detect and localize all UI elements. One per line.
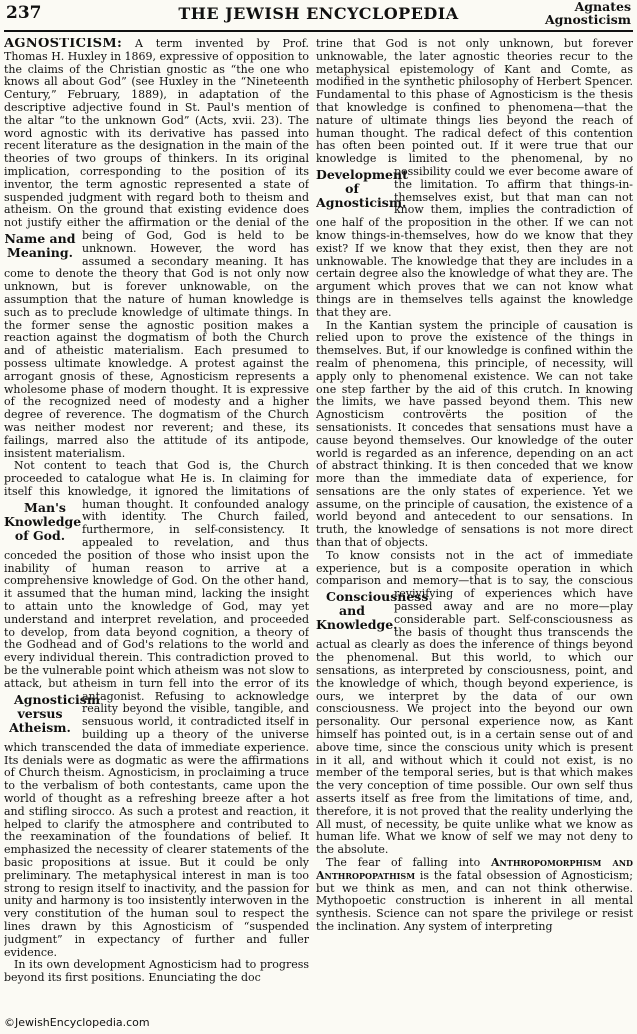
headword: AGNOSTICISM:	[4, 38, 123, 51]
paragraph: In the Kantian system the principle of causation is relied upon to prove the existence of the things in themselves. But, if our knowledge is confined within the realm of phenomena, this principle, of necessity, will apply only to phenomenal existence. We can not take one step farther by the aid of this crutch. In knowing the limits, we have passed beyond them. This new Agnosticism controvërts the position of the sensationists. It concedes that sensations must have a cause beyond themselves. Our knowledge of the outer world is regarded as an inference, depending on an act of abstract thinking. It is then conceded that we know more than the immediate data of experience, for sensations are the only states of experience. Yet we assume, on the principle of causation, the existence of a world beyond and antecedent to our sensations. In truth, the knowledge of sensations is not more direct than that of objects.	[316, 318, 633, 550]
text-run: is the fatal obsession of Agnosticism; but we think as men, and can not think otherwise. Mythopoetic construction is inherent in all mental synthesis. Science can not spare the privilege or resist the inclination. Any system of interpreting	[316, 868, 633, 933]
text-run: trine that God is not only unknown, but forever unknowable, the later agnostic theories recur to the metaphysical epistemology of Kant and Comte, as modified in the synthetic philosophy of Herbert Spencer. Fundamental to this phase of Agnosticism is the thesis that knowledge is confined to phenomena—that the nature of ultimate things lies beyond the reach of human thought. The radical defect of this contention has often been pointed out. If it were true that our knowledge is limited to the phenomenal, by no possibility could we ever	[316, 38, 633, 178]
running-head-last: Agnosticism	[544, 12, 631, 27]
text-run: become aware of the limitation. To affirm that things-in-themselves exist, but that man can not know them, implies the contradiction of one half of the proposition in the other. If we can not know things-in-themselves, how do we know that they exist? If we know that they exist, then they are not unknowable. The knowledge that they are includes in a certain degree also the knowledge of what they are. The argument which proves that we can not know what things are in themselves tells against the knowledge that they are.	[316, 164, 633, 319]
paragraph	[4, 38, 309, 460]
running-head	[545, 0, 631, 26]
text-run: revivifying of experiences which have passed away and are no more—play considerable part. Self-consciousness as the basis of thought thus transcends the actual as clearly as does the inference of things beyond the phenomenal. But this world, to which our sensations, as interpreted by consciousness, point, and the knowledge of which, though beyond experience, is ours, we interpret by the data of our own consciousness. We project into the beyond our own personality. Our personal experience now, as Kant himself has pointed out, is in a certain sense out of and above time, since the conscious unity which is present in it all, and without which it could not exist, is no member of the temporal series, but is that which makes the very conception of time possible. Our own self thus asserts itself as free from the limitations of time, and, therefore, it is not proved that the reality underlying the All must, of necessity, be quite unlike what we know as human life. What we know of self we may not deny to the absolute.	[316, 587, 633, 857]
text-run: antagonist. Refusing to acknowledge reality beyond the visible, tangible, and sensuous world, it contradicted itself in building up a theory of the universe which transcended the data of immediate experience. Its denials were as dogmatic as were the affirmations of Church theism. Agnosticism, in proclaiming a truce to the verbalism of both contestants, came upon the world of thought as a refreshing breeze after a hot and stifling sirocco. As such a protest and reaction, it helped to clarify the atmosphere and contributed to the reexamination of the foundations of belief. It emphasized the necessity of clearer statements of the basic propositions at issue. But it could be only preliminary. The metaphysical interest in man is too strong to resign itself to inactivity, and the passion for unity and harmony is too insistently interwoven in the very constitution of the human soul to respect the lines drawn by this Agnosticism of “suspended judgment” in expectancy of further and fuller evidence.	[4, 689, 309, 959]
paragraph	[316, 550, 633, 857]
sidenote-agnosticism-vs-atheism: Agnosticism versus Atheism.	[9, 691, 101, 735]
left-column	[4, 38, 309, 998]
journal-title: THE JEWISH ENCYCLOPEDIA	[178, 4, 459, 23]
sidenote-development: Development of Agnosticism.	[316, 166, 408, 210]
cross-reference-link[interactable]: Anthropomorphism and Anthropopathism	[316, 856, 633, 882]
text-run: God is held to be unknown. However, the word has assumed a secondary meaning. It has come to denote the theory that God is not only now unknown, but is forever unknowable, on the assumption that the nature of human knowledge is such as to preclude knowledge of ultimate things. In the former sense the agnostic position makes a reaction against the dogmatism of both the Church and of atheistic materialism. Each presumed to possess ultimate knowledge. A protest against the arrogant gnosis of these, Agnosticism represents a wholesome phase of modern thought. It is expressive of the recognized need of modesty and a higher degree of reverence. The dogmatism of the Church was neither modest nor reverent; and these, its failings, marred also the attitude of its antipode, insistent materialism.	[4, 228, 309, 460]
paragraph: In its own development Agnosticism had to progress beyond its first positions. Enunciating the doc	[4, 958, 309, 985]
paragraph	[316, 38, 633, 320]
sidenote-mans-knowledge: Man's Knowledge of God.	[4, 499, 82, 543]
right-column	[316, 38, 633, 998]
paragraph	[4, 460, 309, 959]
watermark: ©JewishEncyclopedia.com	[4, 1016, 150, 1029]
text-run: To know consists not in the act of immediate experience, but is a composite operation in which comparison and memory—that is to say, the conscious	[316, 548, 633, 588]
text-run: A term invented by Prof. Thomas H. Huxley in 1869, expressive of opposition to the claims of the Christian gnostic as “the one who knows all about God” (see Huxley in the “Nineteenth Century,” February, 1889), in adaptation of the descriptive adjective found in St. Paul's mention of the altar “to the unknown God” (Acts, xvii. 23). The word agnostic with its derivative has passed into recent literature as the designation in the main of the theories of two groups of thinkers. In its original implication, corresponding to the position of its inventor, the term agnostic represented a state of suspended judgment with regard both to theism and atheism. On the ground that existing evidence does not justify either the affirmation or the denial of the being of God,	[4, 38, 309, 242]
paragraph	[316, 857, 633, 934]
sidenote-consciousness: Consciousness and Knowledge.	[316, 589, 429, 633]
text-run: The fear of falling into	[326, 856, 492, 869]
page-number: 237	[6, 3, 42, 23]
text-run: Not content to teach that God is, the Church proceeded to catalogue what He is. In claiming for itself this knowledge, it ignored the limitations of	[4, 459, 309, 498]
text-run: human thought. It confounded analogy with identity. The Church failed, furthermore, in self-consistency. It appealed to revelation, and thus conceded the position of those who insist upon the inability of human reason to arrive at a comprehensive knowledge of God. On the other hand, it assumed that the human mind, lacking the insight to attain unto the knowledge of God, may yet understand and interpret revelation, and proceeded to develop, from data beyond cognition, a theory of the Godhead and of God's relations to the world and every individual therein. This contradiction proved to be the vulnerable point which atheism was not slow to attack, but atheism in turn fell into the error of its	[4, 497, 309, 690]
page-header	[4, 0, 633, 32]
sidenote-name-meaning: Name and Meaning.	[4, 230, 76, 260]
running-head-first: Agnates	[574, 0, 631, 14]
